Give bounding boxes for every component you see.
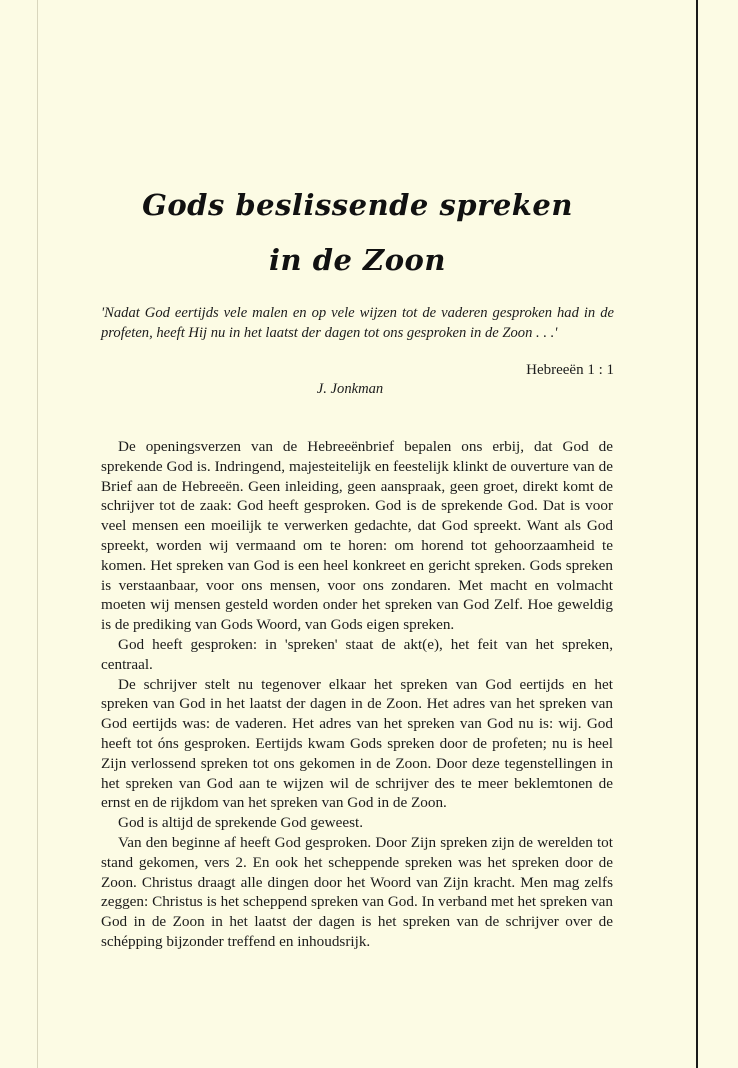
epigraph-quote: 'Nadat God eertijds vele malen en op vele wijzen tot de vaderen gesproken had in de profeten, heeft Hij nu in het laatst der dagen tot ons gesproken in de Zoon . . .' (101, 305, 614, 341)
body-paragraph: God is altijd de sprekende God geweest. (118, 814, 364, 832)
body-paragraph: De schrijver stelt nu tegenover elkaar het spreken van God eertijds en het spreken van God in het laatst der dagen in de Zoon. Het adres van het spreken van God eertijds was: de vaderen. Het adres van het spreken van God nu is: wij. God heeft tot óns gesproken. Eertijds kwam Gods spreken door de profeten; nu is heel Zijn verlossend spreken tot ons gekomen in de Zoon. Door deze tegenstellingen in het spreken van God aan te wijzen wil de schrijver des te meer beklemtonen de ernst en de rijkdom van het spreken van God in de Zoon. (101, 675, 613, 812)
page-right-edge (696, 0, 698, 1068)
article-title-line-2: in de Zoon (269, 243, 446, 277)
scripture-reference: Hebreeën 1 : 1 (526, 362, 614, 378)
body-paragraph: De openingsverzen van de Hebreeënbrief bepalen ons erbij, dat God de sprekende God is. Indringend, majesteitelijk en feestelijk klinkt de ouverture van de Brief aan de Hebreeën. Geen inleiding, geen aanspraak, geen groet, direkt komt de schrijver tot de zaak: God heeft gesproken. God is de sprekende God. Dat is voor veel mensen een moeilijk te verwerken gedachte, dat God spreekt. Want als God spreekt, worden wij vermaand om te horen: om horend tot gehoorzaamheid te komen. Het spreken van God is een heel konkreet en gericht spreken. Gods spreken is verstaanbaar, voor ons mensen, voor ons zondaren. Met macht en volmacht moeten wij mensen gesteld worden onder het spreken van God Zelf. Hoe geweldig is de prediking van Gods Woord, van Gods eigen spreken. (101, 438, 613, 634)
page-left-edge (37, 0, 38, 1068)
body-paragraph: God heeft gesproken: in 'spreken' staat de akt(e), het feit van het spreken, centraal. (101, 635, 613, 673)
article-body (101, 437, 613, 952)
author-name: J. Jonkman (316, 381, 384, 397)
body-paragraph: Van den beginne af heeft God gesproken. Door Zijn spreken zijn de werelden tot stand gekomen, vers 2. En ook het scheppende spreken was het spreken door de Zoon. Christus draagt alle dingen door het Woord van Zijn kracht. Men mag zelfs zeggen: Christus is het scheppend spreken van God. In verband met het spreken van God in de Zoon in het laatst der dagen is het spreken van de schrijver over de schépping bijzonder treffend en inhoudsrijk. (101, 833, 613, 950)
article-title-line-1: Gods beslissende spreken (142, 188, 573, 222)
